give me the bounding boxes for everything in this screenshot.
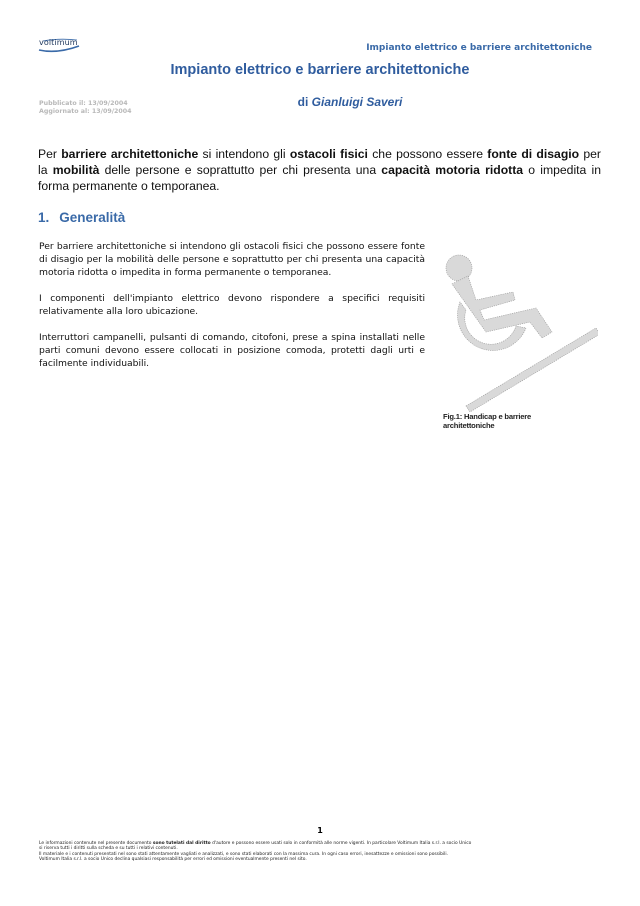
footer-disclaimer — [39, 841, 609, 863]
document-title: Impianto elettrico e barriere architettoniche — [170, 62, 470, 78]
updated-line — [39, 108, 132, 116]
body-paragraph: I componenti dell'impianto elettrico devono rispondere a specifici requisiti relativamente alla loro ubicazione. — [39, 293, 425, 317]
author-name: Gianluigi Saveri — [311, 95, 403, 109]
body-paragraph: Interruttori campanelli, pulsanti di comando, citofoni, prese a spina installati nelle parti comuni devono essere collocati in posizione comoda, protetti dagli urti e facilmente individuabili. — [39, 332, 425, 369]
intro-emphasis: capacità motoria ridotta — [381, 163, 524, 177]
updated-label: Aggiornato al: — [39, 108, 90, 115]
intro-text: si intendono gli — [198, 147, 290, 161]
intro-text: o impedita in forma permanente o temporanea. — [38, 163, 601, 193]
wheelchair-accessibility-icon — [438, 240, 598, 412]
published-date: 13/09/2004 — [87, 100, 128, 107]
intro-emphasis: fonte di disagio — [487, 147, 580, 161]
intro-text: Per — [38, 147, 62, 161]
logo-text: voltimum — [39, 38, 78, 47]
intro-text: per la — [38, 147, 601, 177]
page-number: 1 — [317, 826, 323, 835]
intro-emphasis: barriere architettoniche — [61, 147, 199, 161]
disclaimer-line: si riserva tutti i diritti sulla scheda e su tutti i relativi contenuti. — [39, 846, 178, 852]
disclaimer-text: d'autore e possono essere usati solo in conformità alle norme vigenti. In particolare Voltimum Italia s.r.l. a socio Unico — [210, 841, 472, 846]
body-paragraph: Per barriere architettoniche si intendono gli ostacoli fisici che possono essere fonte di disagio per la mobilità delle persone e soprattutto per chi presenta una capacità motoria ridotta o impedita in forma permanente o temporanea. — [39, 241, 425, 278]
disclaimer-emphasis: sono tutelati dal diritto — [152, 841, 211, 846]
intro-text: che possono essere — [367, 147, 488, 161]
section-number: 1. — [38, 210, 50, 225]
figure-caption: Fig.1: Handicap e barriere architettoniche — [443, 412, 532, 430]
intro-emphasis: mobilità — [52, 163, 100, 177]
section-heading — [38, 210, 125, 225]
disclaimer-line: Il materiale e i contenuti presentati nel sono stati attentamente vagliati e analizzati, e sono stati elaborati con la massima cura. In ogni caso errori, inesattezze e omissioni sono possibili. — [39, 851, 449, 857]
byline — [0, 95, 640, 109]
updated-date: 13/09/2004 — [91, 108, 132, 115]
section-title: Generalità — [59, 210, 126, 225]
intro-emphasis: ostacoli fisici — [289, 147, 368, 161]
figure-wheelchair — [438, 240, 598, 412]
published-label: Pubblicato il: — [39, 100, 86, 107]
intro-text: delle persone e soprattutto per chi presenta una — [99, 163, 382, 177]
disclaimer-text: Le informazioni contenute nel presente documento — [39, 841, 153, 846]
disclaimer-line: Voltimum Italia s.r.l. a socio Unico declina qualsiasi responsabilità per errori ed omissioni eventualmente presenti nel sito. — [39, 857, 307, 863]
intro-paragraph — [38, 146, 601, 194]
running-header: Impianto elettrico e barriere architettoniche — [366, 43, 592, 53]
byline-prefix: di — [297, 95, 309, 109]
voltimum-logo — [37, 38, 81, 54]
